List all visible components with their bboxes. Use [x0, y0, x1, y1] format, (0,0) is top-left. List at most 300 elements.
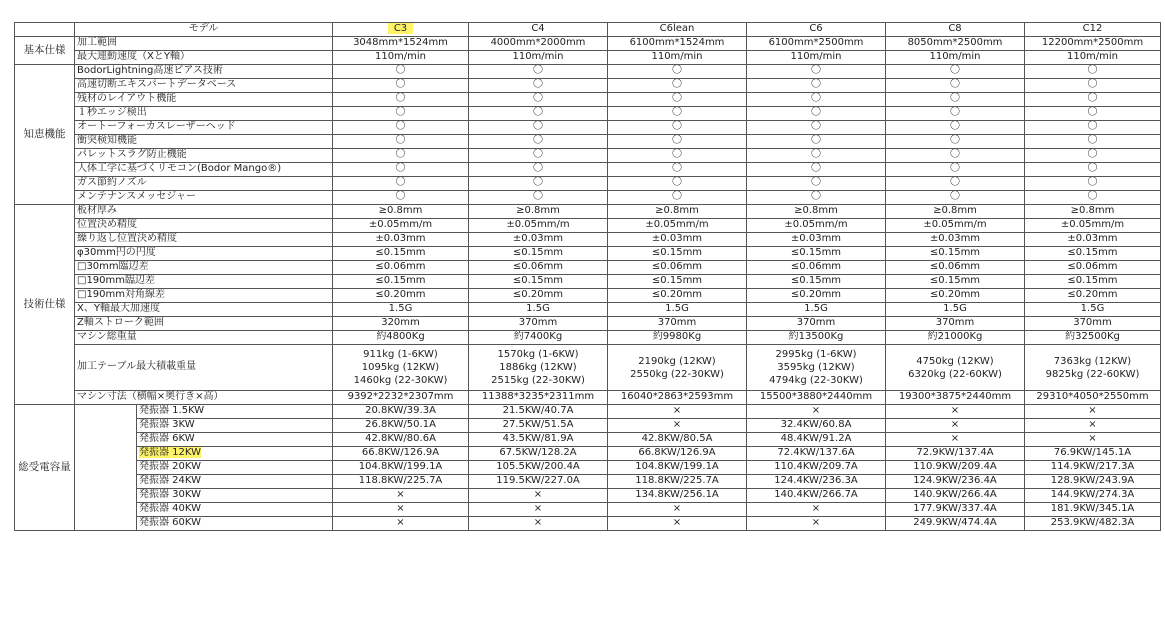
cell-value: 177.9KW/337.4A [886, 503, 1025, 517]
table-row [15, 219, 1161, 233]
cell-line: 4794kg (22-30KW) [769, 375, 863, 386]
cell-value: 〇 [333, 163, 469, 177]
cell-value: ≤0.15mm [886, 275, 1025, 289]
table-row [15, 419, 1161, 433]
table-row [15, 275, 1161, 289]
cell-multi [608, 345, 747, 391]
table-row [15, 261, 1161, 275]
cell-value: 約7400Kg [469, 331, 608, 345]
cell-value: ≤0.20mm [747, 289, 886, 303]
row-label [137, 419, 333, 433]
row-label: オートーフォーカスレーザーヘッド [75, 121, 333, 135]
row-label: φ30mm円の円度 [75, 247, 333, 261]
table-row [15, 135, 1161, 149]
cell-line: 3595kg (12KW) [777, 362, 855, 373]
table-row [15, 433, 1161, 447]
cell-value: 〇 [333, 149, 469, 163]
row-label [137, 447, 333, 461]
row-label: □30mm臨辺差 [75, 261, 333, 275]
cell-value: 〇 [469, 79, 608, 93]
cell-value: 〇 [1025, 177, 1161, 191]
cell-value: 〇 [747, 121, 886, 135]
row-label-text: 発振器 1.5KW [139, 405, 205, 417]
row-label: □190mm臨辺差 [75, 275, 333, 289]
cell-line: 2995kg (1-6KW) [775, 349, 857, 360]
cell-value: 134.8KW/256.1A [608, 489, 747, 503]
cell-value: × [608, 405, 747, 419]
cell-value: 72.9KW/137.4A [886, 447, 1025, 461]
cell-value: 〇 [333, 107, 469, 121]
cell-value: 〇 [1025, 135, 1161, 149]
row-label: 加工テーブル最大積載重量 [75, 345, 333, 391]
table-row [15, 177, 1161, 191]
model-name: C12 [1082, 23, 1103, 35]
cell-value: 〇 [886, 65, 1025, 79]
cell-value: 11388*3235*2311mm [469, 391, 608, 405]
cell-value: 370mm [747, 317, 886, 331]
cell-value: ±0.05mm/m [1025, 219, 1161, 233]
cell-value: 110m/min [886, 51, 1025, 65]
row-label [137, 433, 333, 447]
spec-table [14, 22, 1161, 531]
cell-value: ≤0.06mm [608, 261, 747, 275]
cell-value: 〇 [747, 65, 886, 79]
section-label: 技術仕様 [15, 205, 75, 405]
cell-value: 〇 [747, 107, 886, 121]
row-label: Z軸ストローク範囲 [75, 317, 333, 331]
cell-value: 15500*3880*2440mm [747, 391, 886, 405]
cell-value: 42.8KW/80.6A [333, 433, 469, 447]
row-label: 加工範囲 [75, 37, 333, 51]
cell-value: ≤0.15mm [747, 247, 886, 261]
cell-value: 27.5KW/51.5A [469, 419, 608, 433]
cell-value: 370mm [886, 317, 1025, 331]
cell-multi [886, 345, 1025, 391]
cell-value: 〇 [886, 121, 1025, 135]
cell-value: × [886, 433, 1025, 447]
cell-value: 〇 [333, 93, 469, 107]
cell-value: ±0.05mm/m [747, 219, 886, 233]
cell-value: 〇 [469, 135, 608, 149]
cell-value: 〇 [469, 121, 608, 135]
cell-value: 370mm [469, 317, 608, 331]
cell-value: 12200mm*2500mm [1025, 37, 1161, 51]
cell-value: × [747, 517, 886, 531]
cell-value: 〇 [886, 177, 1025, 191]
cell-value: 〇 [1025, 79, 1161, 93]
cell-value: ≤0.06mm [469, 261, 608, 275]
row-label-text: 発振器 12KW [139, 447, 201, 459]
cell-value: 110m/min [333, 51, 469, 65]
cell-line: 4750kg (12KW) [916, 355, 994, 367]
cell-line: 1886kg (12KW) [499, 362, 577, 373]
table-row [15, 317, 1161, 331]
cell-value: ≤0.20mm [469, 289, 608, 303]
cell-value: ≥0.8mm [747, 205, 886, 219]
cell-value: ±0.03mm [608, 233, 747, 247]
cell-value: 〇 [333, 191, 469, 205]
cell-value: × [608, 503, 747, 517]
row-label: 衝突検知機能 [75, 135, 333, 149]
cell-value: ±0.05mm/m [886, 219, 1025, 233]
cell-value: 140.4KW/266.7A [747, 489, 886, 503]
cell-value: 1.5G [886, 303, 1025, 317]
table-row [15, 405, 1161, 419]
cell-value: 76.9KW/145.1A [1025, 447, 1161, 461]
table-row [15, 475, 1161, 489]
cell-value: 〇 [1025, 65, 1161, 79]
row-label: パレットスラグ防止機能 [75, 149, 333, 163]
cell-value: 〇 [608, 93, 747, 107]
cell-value: 72.4KW/137.6A [747, 447, 886, 461]
cell-value: 〇 [747, 79, 886, 93]
cell-value: 8050mm*2500mm [886, 37, 1025, 51]
cell-value: 19300*3875*2440mm [886, 391, 1025, 405]
cell-value: ≤0.06mm [1025, 261, 1161, 275]
cell-value: ≤0.15mm [333, 275, 469, 289]
cell-value: 〇 [333, 65, 469, 79]
cell-value: × [886, 419, 1025, 433]
cell-value: 〇 [608, 177, 747, 191]
cell-value: × [608, 517, 747, 531]
cell-value: 〇 [1025, 191, 1161, 205]
table-row [15, 331, 1161, 345]
cell-value: ≤0.15mm [608, 275, 747, 289]
row-label-text: 発振器 60KW [139, 517, 201, 529]
model-c8 [886, 23, 1025, 37]
cell-value: 119.5KW/227.0A [469, 475, 608, 489]
cell-value: 9392*2232*2307mm [333, 391, 469, 405]
cell-value: 3048mm*1524mm [333, 37, 469, 51]
table-row [15, 51, 1161, 65]
row-label: マシン寸法（横幅×奥行き×高） [75, 391, 333, 405]
cell-value: ±0.03mm [1025, 233, 1161, 247]
table-row [15, 233, 1161, 247]
cell-value: ≤0.06mm [747, 261, 886, 275]
row-label: 人体工学に基づくリモコン(Bodor Mango®) [75, 163, 333, 177]
table-row [15, 37, 1161, 51]
cell-value: 〇 [333, 177, 469, 191]
row-label-text: 発振器 24KW [139, 475, 201, 487]
table-row [15, 247, 1161, 261]
cell-value: ≤0.15mm [1025, 275, 1161, 289]
row-label: 板材厚み [75, 205, 333, 219]
row-label [137, 489, 333, 503]
table-row [15, 121, 1161, 135]
cell-multi [1025, 345, 1161, 391]
row-label-text: 発振器 30KW [139, 489, 201, 501]
cell-value: 〇 [1025, 149, 1161, 163]
cell-value: ≤0.15mm [333, 247, 469, 261]
table-row [15, 489, 1161, 503]
model-header: モデル [75, 23, 333, 37]
cell-value: ≤0.15mm [469, 275, 608, 289]
model-name: C8 [948, 23, 962, 35]
cell-value: × [469, 503, 608, 517]
cell-value: ≤0.06mm [333, 261, 469, 275]
model-name: C6lean [659, 23, 695, 35]
row-label-text: 発振器 3KW [139, 419, 195, 431]
cell-value: 48.4KW/91.2A [747, 433, 886, 447]
cell-value: 110.9KW/209.4A [886, 461, 1025, 475]
cell-line: 2190kg (12KW) [638, 355, 716, 367]
table-row [15, 65, 1161, 79]
cell-value: 42.8KW/80.5A [608, 433, 747, 447]
cell-value: ±0.05mm/m [469, 219, 608, 233]
cell-value: 110m/min [469, 51, 608, 65]
row-label: □190mm対角線差 [75, 289, 333, 303]
cell-value: 〇 [608, 65, 747, 79]
cell-value: 67.5KW/128.2A [469, 447, 608, 461]
cell-multi [469, 345, 608, 391]
cell-value: 253.9KW/482.3A [1025, 517, 1161, 531]
cell-value: 6100mm*2500mm [747, 37, 886, 51]
cell-value: 1.5G [469, 303, 608, 317]
cell-value: 370mm [608, 317, 747, 331]
cell-value: 〇 [469, 191, 608, 205]
table-row [15, 149, 1161, 163]
section-label: 総受電容量 [15, 405, 75, 531]
cell-value: × [333, 489, 469, 503]
cell-value: 6100mm*1524mm [608, 37, 747, 51]
cell-value: × [886, 405, 1025, 419]
cell-value: 110.4KW/209.7A [747, 461, 886, 475]
cell-value: 〇 [1025, 93, 1161, 107]
cell-value: 249.9KW/474.4A [886, 517, 1025, 531]
section-label: 基本仕様 [15, 37, 75, 65]
cell-line: 1570kg (1-6KW) [497, 349, 579, 360]
cell-value: 1.5G [333, 303, 469, 317]
cell-value: ≤0.15mm [886, 247, 1025, 261]
cell-value: 124.4KW/236.3A [747, 475, 886, 489]
cell-value: ≥0.8mm [608, 205, 747, 219]
cell-value: 〇 [1025, 107, 1161, 121]
cell-value: ±0.05mm/m [333, 219, 469, 233]
cell-value: 21.5KW/40.7A [469, 405, 608, 419]
cell-value: ≤0.15mm [747, 275, 886, 289]
cell-value: × [333, 517, 469, 531]
cell-value: ≤0.20mm [608, 289, 747, 303]
cell-line: 6320kg (22-60KW) [908, 368, 1002, 380]
cell-value: 〇 [469, 163, 608, 177]
cell-value: × [747, 405, 886, 419]
row-label: マシン総重量 [75, 331, 333, 345]
row-label [137, 517, 333, 531]
row-label: 位置決め精度 [75, 219, 333, 233]
cell-value: ≤0.15mm [608, 247, 747, 261]
row-label: BodorLightning高速ピアス技術 [75, 65, 333, 79]
row-label: 残材のレイアウト機能 [75, 93, 333, 107]
cell-value: 110m/min [1025, 51, 1161, 65]
cell-value: 〇 [608, 121, 747, 135]
cell-value: ≥0.8mm [469, 205, 608, 219]
row-label: メンテナンスメッセジャー [75, 191, 333, 205]
cell-value: 〇 [747, 163, 886, 177]
cell-value: 〇 [886, 79, 1025, 93]
cell-line: 1460kg (22-30KW) [353, 375, 448, 386]
cell-value: 32.4KW/60.8A [747, 419, 886, 433]
cell-line: 911kg (1-6KW) [363, 349, 438, 360]
table-row [15, 447, 1161, 461]
row-label [137, 475, 333, 489]
row-label: １秒エッジ検出 [75, 107, 333, 121]
row-label: 最大連動速度（XとY軸） [75, 51, 333, 65]
cell-value: 1.5G [747, 303, 886, 317]
cell-value: ±0.03mm [747, 233, 886, 247]
cell-line: 1095kg (12KW) [361, 362, 440, 373]
cell-value: ±0.03mm [333, 233, 469, 247]
cell-value: ≤0.06mm [886, 261, 1025, 275]
cell-value: 370mm [1025, 317, 1161, 331]
cell-value: 26.8KW/50.1A [333, 419, 469, 433]
cell-value: ±0.03mm [886, 233, 1025, 247]
cell-value: × [1025, 405, 1161, 419]
model-c6lean [608, 23, 747, 37]
cell-value: 〇 [608, 191, 747, 205]
cell-value: 〇 [886, 93, 1025, 107]
row-label: 高速切断エキスパートデータベース [75, 79, 333, 93]
header-row [15, 23, 1161, 37]
cell-value: 〇 [608, 79, 747, 93]
cell-line: 9825kg (22-60KW) [1045, 368, 1140, 380]
model-name: C3 [388, 23, 413, 34]
cell-value: 〇 [747, 149, 886, 163]
cell-value: 約9980Kg [608, 331, 747, 345]
cell-value: × [747, 503, 886, 517]
cell-value: × [1025, 419, 1161, 433]
model-c4 [469, 23, 608, 37]
cell-value: 約4800Kg [333, 331, 469, 345]
cell-value: × [469, 489, 608, 503]
cell-value: × [1025, 433, 1161, 447]
row-label-text: 発振器 20KW [139, 461, 201, 473]
cell-value: 104.8KW/199.1A [608, 461, 747, 475]
cell-value: 〇 [886, 163, 1025, 177]
model-c6 [747, 23, 886, 37]
row-label: ガス節約ノズル [75, 177, 333, 191]
cell-value: 約13500Kg [747, 331, 886, 345]
table-row [15, 517, 1161, 531]
table-row [15, 163, 1161, 177]
cell-value: 〇 [886, 149, 1025, 163]
cell-value: 118.8KW/225.7A [333, 475, 469, 489]
cell-value: 〇 [886, 191, 1025, 205]
section-label: 知恵機能 [15, 65, 75, 205]
cell-value: 〇 [333, 121, 469, 135]
table-row [15, 345, 1161, 391]
cell-value: 114.9KW/217.3A [1025, 461, 1161, 475]
cell-line: 2515kg (22-30KW) [491, 375, 585, 386]
model-name: C6 [809, 23, 823, 35]
cell-value: 約21000Kg [886, 331, 1025, 345]
cell-value: 105.5KW/200.4A [469, 461, 608, 475]
header-blank [15, 23, 75, 37]
cell-value: 29310*4050*2550mm [1025, 391, 1161, 405]
cell-value: 〇 [469, 107, 608, 121]
cell-value: ±0.03mm [469, 233, 608, 247]
table-row [15, 503, 1161, 517]
table-row [15, 79, 1161, 93]
cell-value: 1.5G [608, 303, 747, 317]
cell-value: 124.9KW/236.4A [886, 475, 1025, 489]
cell-value: 〇 [469, 177, 608, 191]
cell-value: 144.9KW/274.3A [1025, 489, 1161, 503]
cell-value: 43.5KW/81.9A [469, 433, 608, 447]
table-row [15, 461, 1161, 475]
cell-value: 1.5G [1025, 303, 1161, 317]
cell-value: ≥0.8mm [886, 205, 1025, 219]
table-row [15, 289, 1161, 303]
cell-value: ≤0.20mm [886, 289, 1025, 303]
row-label [137, 461, 333, 475]
cell-value: ±0.05mm/m [608, 219, 747, 233]
cell-value: 〇 [469, 93, 608, 107]
cell-value: 〇 [469, 149, 608, 163]
cell-value: 128.9KW/243.9A [1025, 475, 1161, 489]
cell-value: 110m/min [747, 51, 886, 65]
cell-value: 140.9KW/266.4A [886, 489, 1025, 503]
cell-value: 66.8KW/126.9A [333, 447, 469, 461]
cell-value: 320mm [333, 317, 469, 331]
cell-value: × [333, 503, 469, 517]
cell-value: 4000mm*2000mm [469, 37, 608, 51]
cell-value: 110m/min [608, 51, 747, 65]
cell-value: 16040*2863*2593mm [608, 391, 747, 405]
cell-value: ≤0.15mm [1025, 247, 1161, 261]
cell-value: ≥0.8mm [1025, 205, 1161, 219]
cell-value: 〇 [608, 163, 747, 177]
cell-value: 20.8KW/39.3A [333, 405, 469, 419]
cell-value: 〇 [469, 65, 608, 79]
table-row [15, 391, 1161, 405]
cell-value: 〇 [747, 135, 886, 149]
cell-value: 〇 [886, 107, 1025, 121]
cell-multi [747, 345, 886, 391]
cell-value: ≤0.20mm [333, 289, 469, 303]
cell-multi [333, 345, 469, 391]
cell-value: 〇 [333, 79, 469, 93]
cell-value: 〇 [1025, 163, 1161, 177]
cell-value: 〇 [747, 177, 886, 191]
table-row [15, 303, 1161, 317]
cell-line: 2550kg (22-30KW) [630, 368, 724, 380]
table-row [15, 191, 1161, 205]
cell-value: × [469, 517, 608, 531]
model-c12 [1025, 23, 1161, 37]
cell-value: ≥0.8mm [333, 205, 469, 219]
cell-value: 〇 [886, 135, 1025, 149]
cell-value: 〇 [608, 149, 747, 163]
cell-value: 〇 [1025, 121, 1161, 135]
row-label [137, 405, 333, 419]
table-row [15, 93, 1161, 107]
cell-value: 〇 [608, 107, 747, 121]
power-blank [75, 405, 137, 531]
row-label: X、Y軸最大加速度 [75, 303, 333, 317]
cell-value: 〇 [608, 135, 747, 149]
table-row [15, 107, 1161, 121]
table-row [15, 205, 1161, 219]
cell-value: 約32500Kg [1025, 331, 1161, 345]
cell-value: ≤0.20mm [1025, 289, 1161, 303]
row-label-text: 発振器 6KW [139, 433, 195, 445]
cell-value: 〇 [333, 135, 469, 149]
cell-value: 〇 [747, 93, 886, 107]
cell-line: 7363kg (12KW) [1053, 355, 1132, 367]
cell-value: 104.8KW/199.1A [333, 461, 469, 475]
row-label [137, 503, 333, 517]
model-c3 [333, 23, 469, 37]
